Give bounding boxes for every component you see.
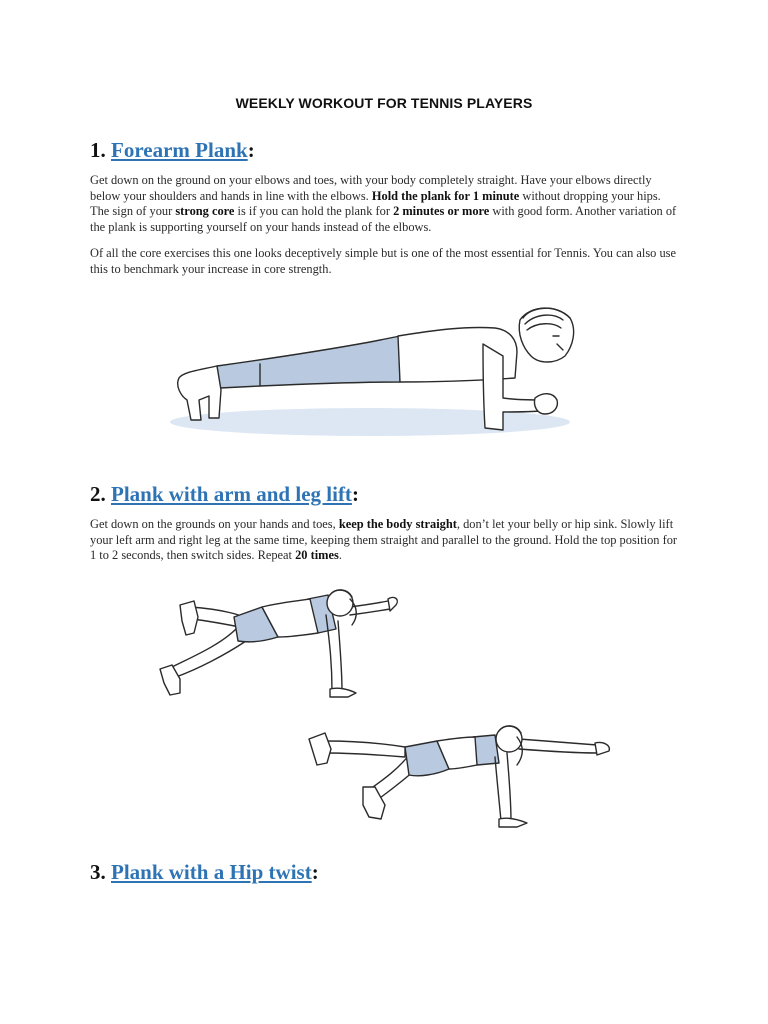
- support-leg: [172, 629, 246, 677]
- text-run: is if you can hold the plank for: [234, 204, 394, 218]
- shoe: [363, 787, 385, 819]
- bold-text: 2 minutes or more: [393, 204, 490, 218]
- section-2-link[interactable]: Plank with arm and leg lift: [111, 482, 352, 506]
- text-run: .: [338, 548, 342, 562]
- section-number: 2.: [90, 482, 111, 506]
- section-number: 3.: [90, 860, 111, 884]
- forearm-plank-illustration: [165, 300, 585, 445]
- section-2-heading: [90, 482, 359, 507]
- bold-text: strong core: [175, 204, 235, 218]
- section-1-paragraph-1: [90, 173, 680, 235]
- figure-2: [309, 726, 609, 827]
- section-1-heading: [90, 138, 255, 163]
- section-3-link[interactable]: Plank with a Hip twist: [111, 860, 312, 884]
- section-1-link[interactable]: Forearm Plank: [111, 138, 248, 162]
- shoe: [180, 601, 198, 635]
- section-number: 1.: [90, 138, 111, 162]
- raised-leg: [325, 741, 405, 757]
- hand: [595, 742, 609, 755]
- text-run: Of all the core exercises this one looks deceptively simple but is one of the most essential for Tennis. You can also use this to benchmark your increase in core strength.: [90, 246, 676, 276]
- heading-colon: :: [311, 860, 319, 884]
- leggings: [217, 336, 400, 388]
- heading-colon: :: [351, 482, 359, 506]
- section-3-heading: [90, 860, 319, 885]
- hand: [388, 597, 397, 611]
- text-run: Get down on the grounds on your hands and toes,: [90, 517, 339, 531]
- head: [519, 308, 573, 362]
- text-run: without dropping your hips. The sign of your: [90, 188, 661, 218]
- text-run: , don’t let your belly or hip sink. Slowly lift your left arm and right leg at the same time, keeping them straight and parallel to the ground. Hold the top position for 1 to 2 seconds, then switch sides. Repeat: [90, 517, 678, 562]
- bold-text: 20 times: [295, 548, 339, 562]
- text-run: with good form. Another variation of the plank is supporting yourself on your hands instead of the elbows.: [90, 204, 677, 234]
- feet: [178, 366, 221, 420]
- hand: [499, 818, 527, 827]
- section-1-paragraph-2: [90, 246, 680, 277]
- figure-1: [160, 590, 397, 697]
- heading-colon: :: [247, 138, 255, 162]
- hands: [534, 394, 557, 414]
- hand: [330, 688, 356, 697]
- page-title: WEEKLY WORKOUT FOR TENNIS PLAYERS: [235, 95, 533, 111]
- raised-arm: [519, 739, 597, 753]
- bold-text: keep the body straight: [338, 517, 457, 531]
- shoe: [309, 733, 331, 765]
- section-2-paragraph-1: [90, 517, 680, 564]
- bold-text: Hold the plank for 1 minute: [371, 188, 520, 203]
- shoe: [160, 665, 180, 695]
- text-run: Get down on the ground on your elbows and toes, with your body completely straight. Have your elbows directly below your shoulders and hands in line with the elbows.: [90, 173, 652, 203]
- arm-leg-lift-illustration: [150, 585, 630, 845]
